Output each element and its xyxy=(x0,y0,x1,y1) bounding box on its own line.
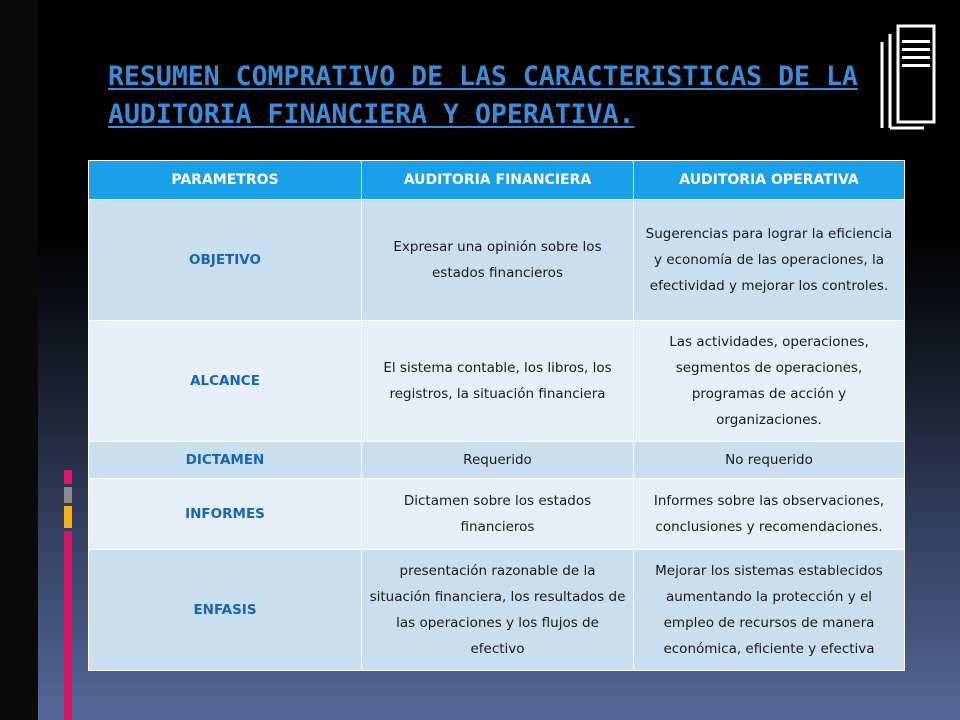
cell-operativa: Mejorar los sistemas establecidos aumentando la protección y el empleo de recursos de manera económica, eficiente y efectiva xyxy=(634,550,905,671)
header-parametros: PARAMETROS xyxy=(89,161,362,200)
left-margin-strip xyxy=(0,0,38,720)
table-row xyxy=(89,479,905,550)
row-param-enfasis: ENFASIS xyxy=(89,550,362,671)
cell-financiera: Dictamen sobre los estados financieros xyxy=(362,479,634,550)
accent-bar-yellow xyxy=(64,506,72,528)
table-row xyxy=(89,442,905,479)
table-row xyxy=(89,321,905,442)
cell-operativa: Informes sobre las observaciones, conclusiones y recomendaciones. xyxy=(634,479,905,550)
cell-operativa: Sugerencias para lograr la eficiencia y economía de las operaciones, la efectividad y mejorar los controles. xyxy=(634,200,905,321)
comparison-table xyxy=(88,160,905,671)
header-auditoria-operativa: AUDITORIA OPERATIVA xyxy=(634,161,905,200)
accent-bar-gray xyxy=(64,487,72,503)
cell-financiera: presentación razonable de la situación financiera, los resultados de las operaciones y los flujos de efectivo xyxy=(362,550,634,671)
cell-financiera: Expresar una opinión sobre los estados financieros xyxy=(362,200,634,321)
row-param-informes: INFORMES xyxy=(89,479,362,550)
row-param-alcance: ALCANCE xyxy=(89,321,362,442)
table-row xyxy=(89,200,905,321)
cell-operativa: Las actividades, operaciones, segmentos de operaciones, programas de acción y organizaciones. xyxy=(634,321,905,442)
table-header-row xyxy=(89,161,905,200)
header-auditoria-financiera: AUDITORIA FINANCIERA xyxy=(362,161,634,200)
accent-bar-pink-bottom xyxy=(64,531,72,720)
cell-financiera: Requerido xyxy=(362,442,634,479)
accent-bar-pink-top xyxy=(64,470,72,484)
cell-financiera: El sistema contable, los libros, los registros, la situación financiera xyxy=(362,321,634,442)
table-row xyxy=(89,550,905,671)
row-param-objetivo: OBJETIVO xyxy=(89,200,362,321)
slide-title: RESUMEN COMPRATIVO DE LAS CARACTERISTICAS DE LA AUDITORIA FINANCIERA Y OPERATIVA. xyxy=(108,61,858,130)
row-param-dictamen: DICTAMEN xyxy=(89,442,362,479)
cell-operativa: No requerido xyxy=(634,442,905,479)
stacked-slides-icon xyxy=(876,20,938,130)
